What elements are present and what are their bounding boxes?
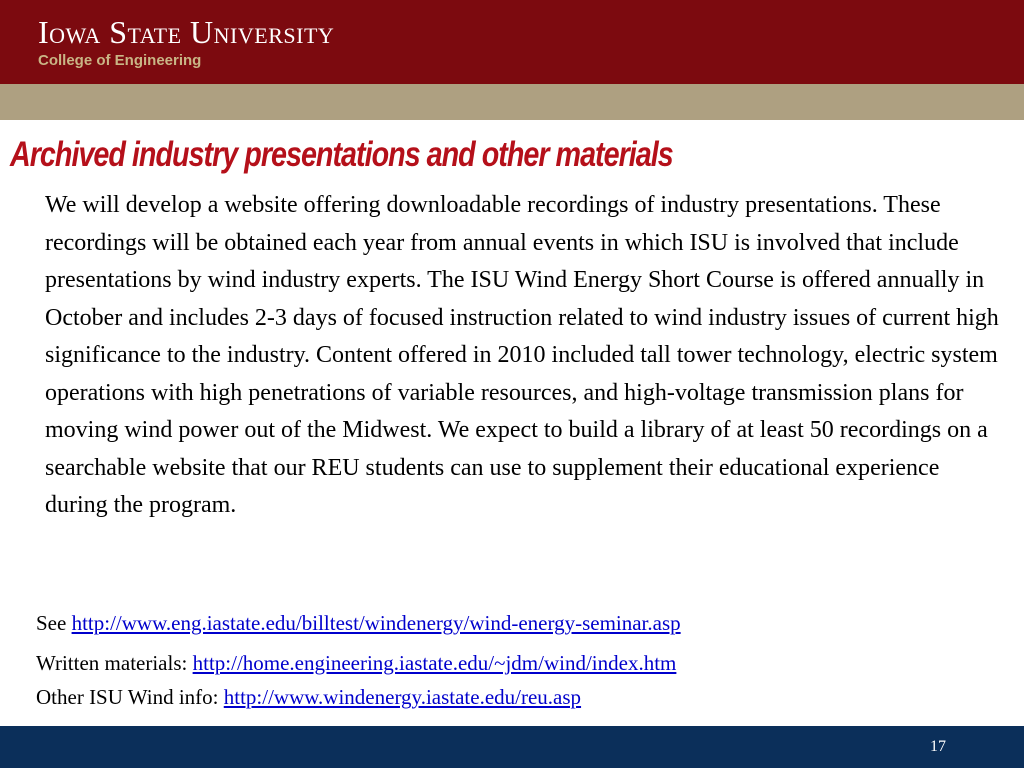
written-materials-line — [36, 650, 676, 676]
college-name: College of Engineering — [38, 52, 202, 69]
reu-link[interactable]: http://www.windenergy.iastate.edu/reu.asp — [223, 685, 582, 709]
footer-bar — [0, 726, 1024, 768]
written-materials-label: Written materials: — [36, 651, 193, 675]
accent-band — [0, 84, 1024, 120]
page-number: 17 — [930, 738, 946, 755]
see-label: See — [36, 611, 72, 635]
other-info-line — [36, 684, 581, 710]
university-wordmark: Iowa State University — [38, 14, 335, 50]
seminar-link[interactable]: http://www.eng.iastate.edu/billtest/windenergy/wind-energy-seminar.asp — [71, 611, 681, 635]
see-link-line — [36, 610, 681, 636]
written-materials-link[interactable]: http://home.engineering.iastate.edu/~jdm/wind/index.htm — [192, 651, 677, 675]
body-paragraph: We will develop a website offering downloadable recordings of industry presentations. These recordings will be obtained each year from annual events in which ISU is involved that include presentations by wind industry experts. The ISU Wind Energy Short Course is offered annually in October and includes 2-3 days of focused instruction related to wind industry issues of current high significance to the industry. Content offered in 2010 included tall tower technology, electric system operations with high penetrations of variable resources, and high-voltage transmission plans for moving wind power out of the Midwest. We expect to build a library of at least 50 recordings on a searchable website that our REU students can use to supplement their educational experience during the program. — [45, 192, 999, 518]
other-info-label: Other ISU Wind info: — [36, 685, 224, 709]
header-bar — [0, 0, 1024, 84]
slide-title: Archived industry presentations and other materials — [10, 135, 673, 174]
